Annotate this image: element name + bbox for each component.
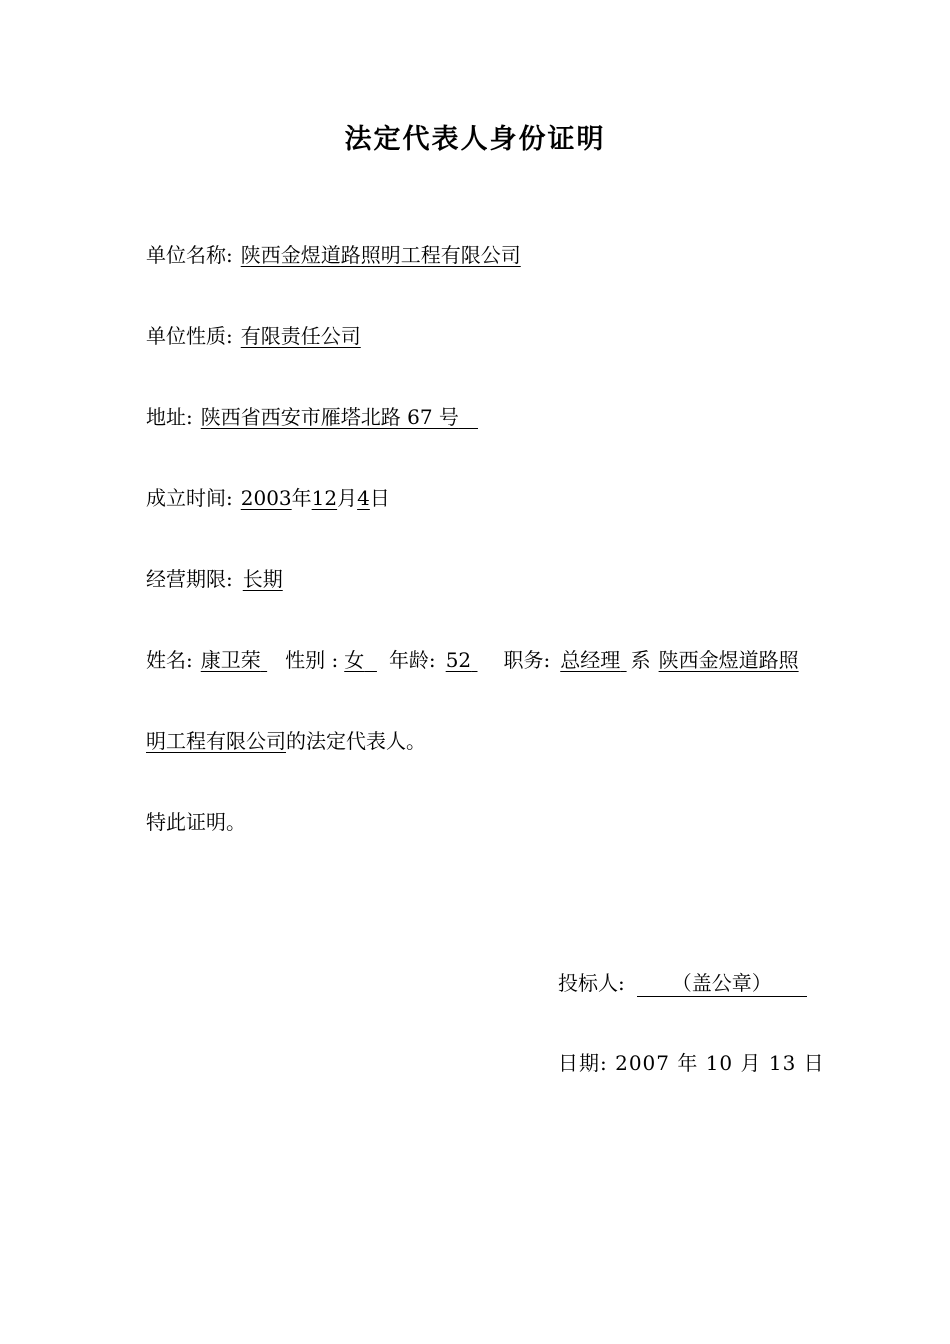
established-day: 4 xyxy=(357,486,370,510)
unit-name-value: 陕西金煜道路照明工程有限公司 xyxy=(240,243,521,267)
established-year: 2003 xyxy=(240,486,292,510)
month-char: 月 xyxy=(337,486,358,510)
legal-rep-suffix: 的法定代表人。 xyxy=(286,729,426,753)
unit-name-label: 单位名称: xyxy=(146,243,233,267)
term-row xyxy=(146,564,283,594)
position-value: 总经理 xyxy=(560,648,621,672)
seal-text: （盖公章） xyxy=(671,971,772,995)
day-char: 日 xyxy=(369,486,390,510)
name-value: 康卫荣 xyxy=(200,648,261,672)
established-month: 12 xyxy=(311,486,338,510)
address-row xyxy=(146,402,478,432)
unit-nature-value: 有限责任公司 xyxy=(240,324,361,348)
document-title: 法定代表人身份证明 xyxy=(344,124,606,155)
unit-nature-label: 单位性质: xyxy=(146,324,233,348)
date-line: 日期: 2007 年 10 月 13 日 xyxy=(558,1051,825,1075)
representative-row xyxy=(146,645,799,675)
relation-char: 系 xyxy=(630,648,651,672)
representative-row-cont xyxy=(146,726,426,756)
established-label: 成立时间: xyxy=(146,486,233,510)
gender-label: 性别 : xyxy=(285,648,339,672)
unit-name-row xyxy=(146,240,521,270)
term-label: 经营期限: xyxy=(146,567,233,591)
company-part2: 明工程有限公司 xyxy=(146,729,286,753)
age-label: 年龄: xyxy=(388,648,436,672)
unit-nature-row xyxy=(146,321,361,351)
gender-value: 女 xyxy=(344,648,365,672)
name-label: 姓名: xyxy=(146,648,193,672)
year-char: 年 xyxy=(291,486,312,510)
age-value: 52 xyxy=(445,648,472,672)
established-row xyxy=(146,483,390,513)
position-label: 职务: xyxy=(503,648,551,672)
seal-field xyxy=(637,970,807,997)
company-part1: 陕西金煜道路照 xyxy=(658,648,799,672)
bidder-label: 投标人: xyxy=(558,971,625,995)
bidder-row xyxy=(558,968,807,998)
address-value: 陕西省西安市雁塔北路 67 号 xyxy=(200,405,459,429)
address-label: 地址: xyxy=(146,405,193,429)
term-value: 长期 xyxy=(242,567,283,591)
certify-line: 特此证明。 xyxy=(146,810,246,834)
